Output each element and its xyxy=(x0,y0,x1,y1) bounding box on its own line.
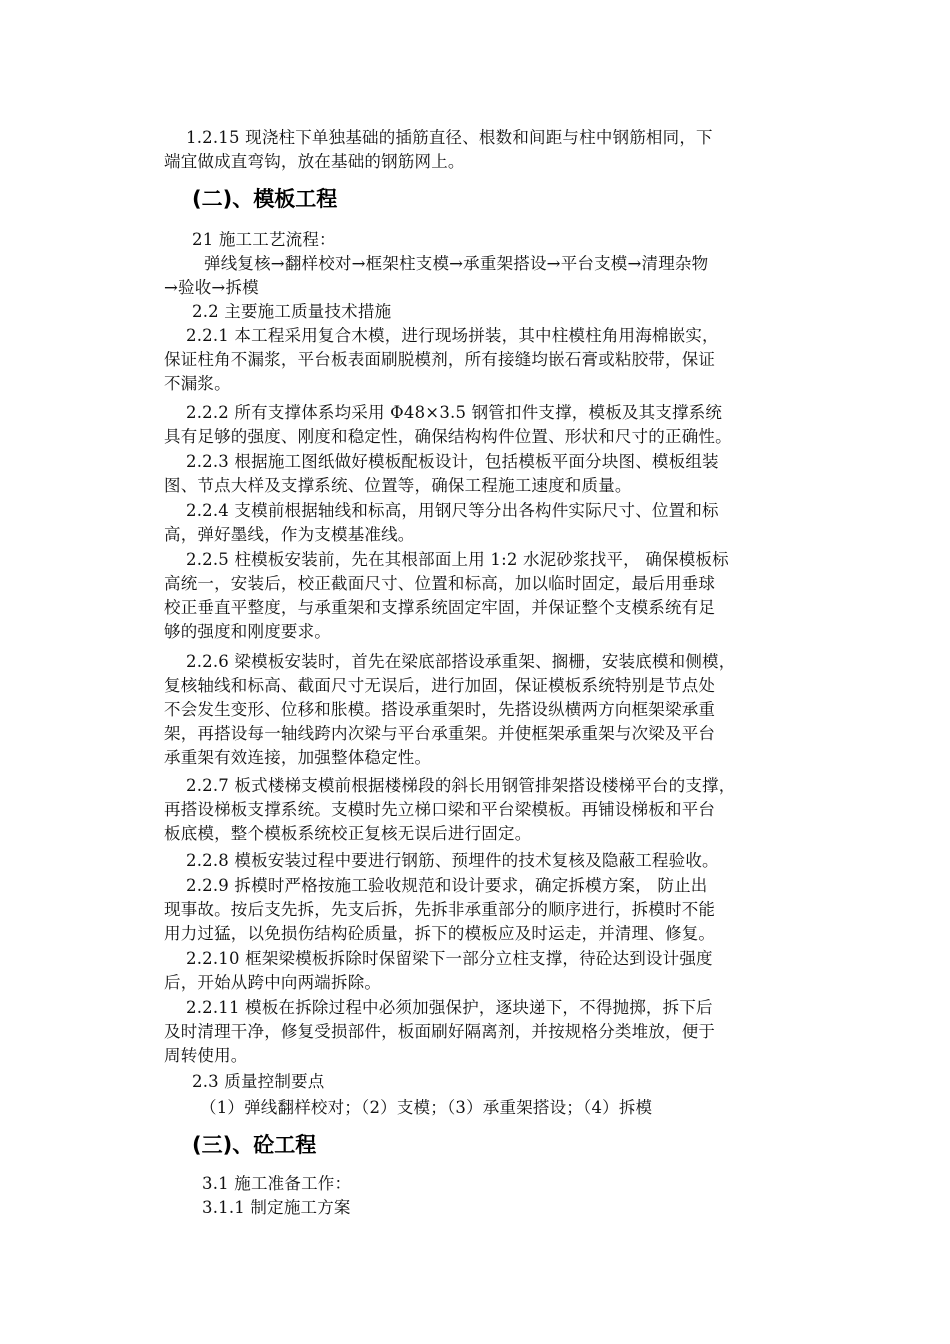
text-line: 板底模，整个模板系统校正复核无误后进行固定。 xyxy=(164,824,532,843)
text-line: 2.2.1 本工程采用复合木模，进行现场拼装，其中柱模柱角用海棉嵌实， xyxy=(186,326,719,345)
text-line: 端宜做成直弯钩，放在基础的钢筋网上。 xyxy=(164,152,465,171)
text-line: 2.2.5 柱模板安装前，先在其根部面上用 1:2 水泥砂浆找平， 确保模板标 xyxy=(186,550,729,569)
text-line: 21 施工工艺流程： xyxy=(192,230,336,249)
text-line: 3.1.1 制定施工方案 xyxy=(202,1198,351,1217)
text-line: 用力过猛，以免损伤结构砼质量，拆下的模板应及时运走，并清理、修复。 xyxy=(164,924,716,943)
text-line: 再搭设梯板支撑系统。支模时先立梯口梁和平台梁模板。再铺设梯板和平台 xyxy=(164,800,716,819)
text-line: 保证柱角不漏浆，平台板表面刷脱模剂，所有接缝均嵌石膏或粘胶带，保证 xyxy=(164,350,716,369)
text-line: 2.2.2 所有支撑体系均采用 Φ48×3.5 钢管扣件支撑，模板及其支撑系统 xyxy=(186,403,723,422)
text-line: 图、节点大样及支撑系统、位置等，确保工程施工速度和质量。 xyxy=(164,476,632,495)
text-line: →验收→拆模 xyxy=(164,278,259,297)
text-line: 2.3 质量控制要点 xyxy=(192,1072,325,1091)
text-line: 2.2 主要施工质量技术措施 xyxy=(192,302,392,321)
text-line: 及时清理干净，修复受损部件，板面刷好隔离剂，并按规格分类堆放，便于 xyxy=(164,1022,716,1041)
text-line: 2.2.10 框架梁模板拆除时保留梁下一部分立柱支撑，待砼达到设计强度 xyxy=(186,949,713,968)
text-line: 周转使用。 xyxy=(164,1046,248,1065)
text-line: 2.2.4 支模前根据轴线和标高，用钢尺等分出各构件实际尺寸、位置和标 xyxy=(186,501,719,520)
text-line: 高统一，安装后，校正截面尺寸、位置和标高，加以临时固定，最后用垂球 xyxy=(164,574,716,593)
section-heading: (三)、砼工程 xyxy=(192,1133,317,1157)
text-line: （1）弹线翻样校对；（2）支模；（3）承重架搭设；（4）拆模 xyxy=(200,1098,653,1117)
text-line: 复核轴线和标高、截面尺寸无误后，进行加固，保证模板系统特别是节点处 xyxy=(164,676,716,695)
text-line: 不会发生变形、位移和胀模。搭设承重架时，先搭设纵横两方向框架梁承重 xyxy=(164,700,716,719)
section-heading: (二)、模板工程 xyxy=(192,187,338,211)
text-line: 后，开始从跨中向两端拆除。 xyxy=(164,973,382,992)
text-line: 不漏浆。 xyxy=(164,374,231,393)
text-line: 2.2.6 梁模板安装时，首先在梁底部搭设承重架、搁栅，安装底模和侧模， xyxy=(186,652,736,671)
text-line: 弹线复核→翻样校对→框架柱支模→承重架搭设→平台支模→清理杂物 xyxy=(204,254,709,273)
text-line: 够的强度和刚度要求。 xyxy=(164,622,331,641)
text-line: 现事故。按后支先拆，先支后拆，先拆非承重部分的顺序进行，拆模时不能 xyxy=(164,900,716,919)
text-line: 架，再搭设每一轴线跨内次梁与平台承重架。并使框架承重架与次梁及平台 xyxy=(164,724,716,743)
text-line: 2.2.3 根据施工图纸做好模板配板设计，包括模板平面分块图、模板组装 xyxy=(186,452,719,471)
text-line: 校正垂直平整度，与承重架和支撑系统固定牢固，并保证整个支模系统有足 xyxy=(164,598,716,617)
text-line: 2.2.9 拆模时严格按施工验收规范和设计要求，确定拆模方案， 防止出 xyxy=(186,876,708,895)
text-line: 高，弹好墨线，作为支模基准线。 xyxy=(164,525,415,544)
text-line: 具有足够的强度、刚度和稳定性，确保结构构件位置、形状和尺寸的正确性。 xyxy=(164,427,732,446)
text-line: 2.2.11 模板在拆除过程中必须加强保护，逐块递下，不得抛掷，拆下后 xyxy=(186,998,713,1017)
text-line: 1.2.15 现浇柱下单独基础的插筋直径、根数和间距与柱中钢筋相同，下 xyxy=(186,128,713,147)
text-line: 3.1 施工准备工作： xyxy=(202,1174,352,1193)
text-line: 2.2.8 模板安装过程中要进行钢筋、预埋件的技术复核及隐蔽工程验收。 xyxy=(186,851,719,870)
text-line: 2.2.7 板式楼梯支模前根据楼梯段的斜长用钢管排架搭设楼梯平台的支撑， xyxy=(186,776,736,795)
text-line: 承重架有效连接，加强整体稳定性。 xyxy=(164,748,432,767)
